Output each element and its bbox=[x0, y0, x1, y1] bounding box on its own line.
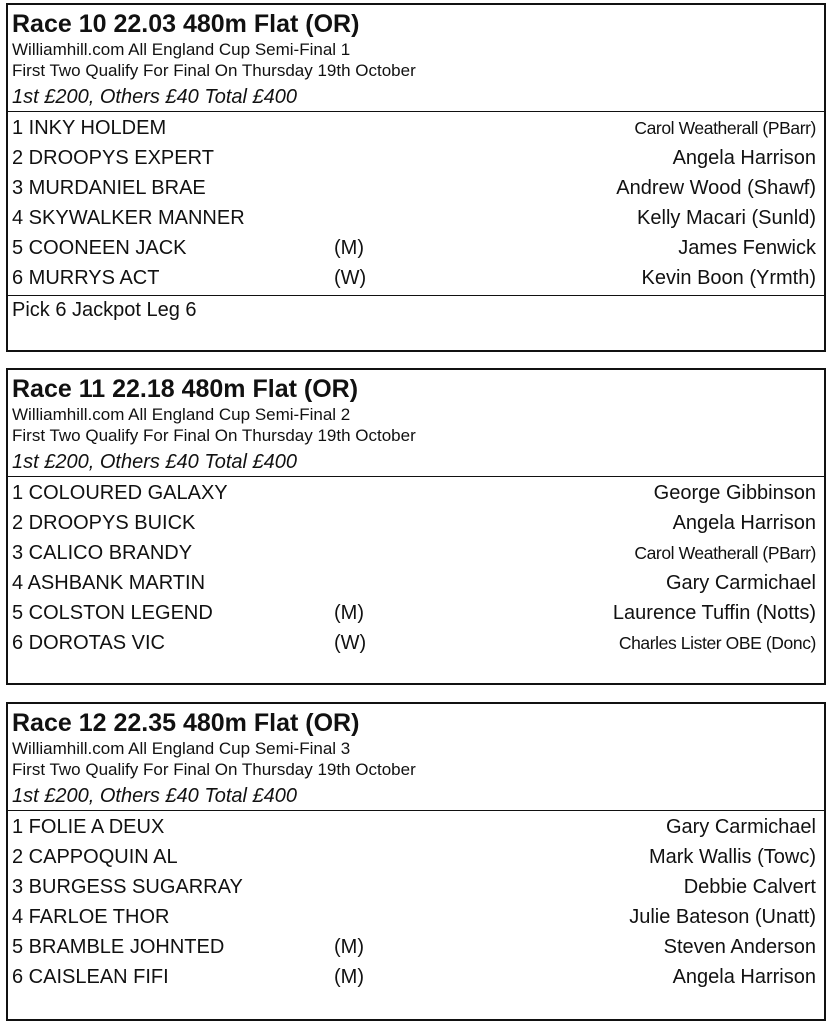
race-qualify-note: First Two Qualify For Final On Thursday 19th October bbox=[12, 61, 416, 80]
runner-list bbox=[8, 477, 824, 658]
runner-list bbox=[8, 811, 824, 992]
runner-trainer: Kevin Boon (Yrmth) bbox=[641, 267, 816, 289]
runner-row bbox=[8, 143, 824, 173]
runner-trainer: Gary Carmichael bbox=[665, 572, 816, 594]
race-prizes: 1st £200, Others £40 Total £400 bbox=[8, 780, 824, 811]
runner-row bbox=[8, 203, 824, 233]
race-subtitle: Williamhill.com All England Cup Semi-Final 1 bbox=[12, 40, 351, 59]
runner-seed-tag: (M) bbox=[334, 237, 364, 259]
runner-name: 2 DROOPYS EXPERT bbox=[12, 147, 214, 169]
race-title: Race 11 22.18 480m Flat (OR) bbox=[12, 375, 359, 403]
runner-name: 4 ASHBANK MARTIN bbox=[12, 572, 206, 594]
runner-row bbox=[8, 962, 824, 992]
runner-name: 3 BURGESS SUGARRAY bbox=[12, 876, 243, 898]
runner-row bbox=[8, 902, 824, 932]
runner-row bbox=[8, 568, 824, 598]
runner-row bbox=[8, 233, 824, 263]
runner-name: 5 COLSTON LEGEND bbox=[12, 602, 213, 624]
runner-name: 3 MURDANIEL BRAE bbox=[12, 177, 206, 199]
runner-trainer: Carol Weatherall (PBarr) bbox=[634, 118, 816, 138]
runner-seed-tag: (M) bbox=[334, 602, 364, 624]
runner-row bbox=[8, 113, 824, 143]
runner-name: 5 BRAMBLE JOHNTED bbox=[12, 936, 225, 958]
runner-row bbox=[8, 628, 824, 658]
runner-trainer: Charles Lister OBE (Donc) bbox=[618, 633, 816, 653]
runner-row bbox=[8, 478, 824, 508]
runner-name: 2 DROOPYS BUICK bbox=[12, 512, 196, 534]
race-card bbox=[6, 368, 826, 685]
runner-name: 1 COLOURED GALAXY bbox=[12, 482, 228, 504]
runner-trainer: Gary Carmichael bbox=[665, 816, 816, 838]
runner-row bbox=[8, 842, 824, 872]
runner-trainer: Angela Harrison bbox=[672, 966, 816, 988]
race-subtitle: Williamhill.com All England Cup Semi-Final 2 bbox=[12, 405, 351, 424]
runner-trainer: Mark Wallis (Towc) bbox=[648, 846, 816, 868]
race-prizes: 1st £200, Others £40 Total £400 bbox=[8, 446, 824, 477]
race-qualify-note: First Two Qualify For Final On Thursday 19th October bbox=[12, 760, 416, 779]
race-card bbox=[6, 702, 826, 1021]
runner-seed-tag: (W) bbox=[334, 632, 367, 654]
runner-trainer: James Fenwick bbox=[678, 237, 816, 259]
runner-row bbox=[8, 812, 824, 842]
runner-trainer: George Gibbinson bbox=[653, 482, 816, 504]
race-subtitle: Williamhill.com All England Cup Semi-Final 3 bbox=[12, 739, 351, 758]
runner-list bbox=[8, 112, 824, 293]
runner-name: 4 FARLOE THOR bbox=[12, 906, 170, 928]
runner-trainer: Kelly Macari (Sunld) bbox=[637, 207, 816, 229]
runner-seed-tag: (W) bbox=[334, 267, 367, 289]
runner-name: 6 MURRYS ACT bbox=[12, 267, 160, 289]
runner-trainer: Angela Harrison bbox=[672, 512, 816, 534]
runner-trainer: Julie Bateson (Unatt) bbox=[629, 906, 816, 928]
runner-name: 2 CAPPOQUIN AL bbox=[12, 846, 178, 868]
runner-row bbox=[8, 598, 824, 628]
runner-trainer: Steven Anderson bbox=[663, 936, 816, 958]
runner-row bbox=[8, 538, 824, 568]
runner-row bbox=[8, 932, 824, 962]
runner-name: 1 FOLIE A DEUX bbox=[12, 816, 165, 838]
runner-name: 5 COONEEN JACK bbox=[12, 237, 187, 259]
runner-row bbox=[8, 872, 824, 902]
runner-name: 3 CALICO BRANDY bbox=[12, 542, 193, 564]
runner-row bbox=[8, 263, 824, 293]
runner-name: 1 INKY HOLDEM bbox=[12, 117, 167, 139]
runner-trainer: Laurence Tuffin (Notts) bbox=[612, 602, 816, 624]
race-prizes: 1st £200, Others £40 Total £400 bbox=[8, 81, 824, 112]
race-card bbox=[6, 3, 826, 352]
runner-row bbox=[8, 173, 824, 203]
runner-row bbox=[8, 508, 824, 538]
race-title: Race 10 22.03 480m Flat (OR) bbox=[12, 10, 360, 38]
runner-trainer: Debbie Calvert bbox=[683, 876, 816, 898]
race-footer: Pick 6 Jackpot Leg 6 bbox=[8, 295, 824, 324]
runner-name: 6 CAISLEAN FIFI bbox=[12, 966, 169, 988]
runner-seed-tag: (M) bbox=[334, 966, 364, 988]
runner-trainer: Angela Harrison bbox=[672, 147, 816, 169]
runner-trainer: Carol Weatherall (PBarr) bbox=[634, 543, 816, 563]
runner-name: 6 DOROTAS VIC bbox=[12, 632, 165, 654]
race-qualify-note: First Two Qualify For Final On Thursday 19th October bbox=[12, 426, 416, 445]
runner-trainer: Andrew Wood (Shawf) bbox=[616, 177, 816, 199]
runner-seed-tag: (M) bbox=[334, 936, 364, 958]
race-title: Race 12 22.35 480m Flat (OR) bbox=[12, 709, 360, 737]
runner-name: 4 SKYWALKER MANNER bbox=[12, 207, 245, 229]
